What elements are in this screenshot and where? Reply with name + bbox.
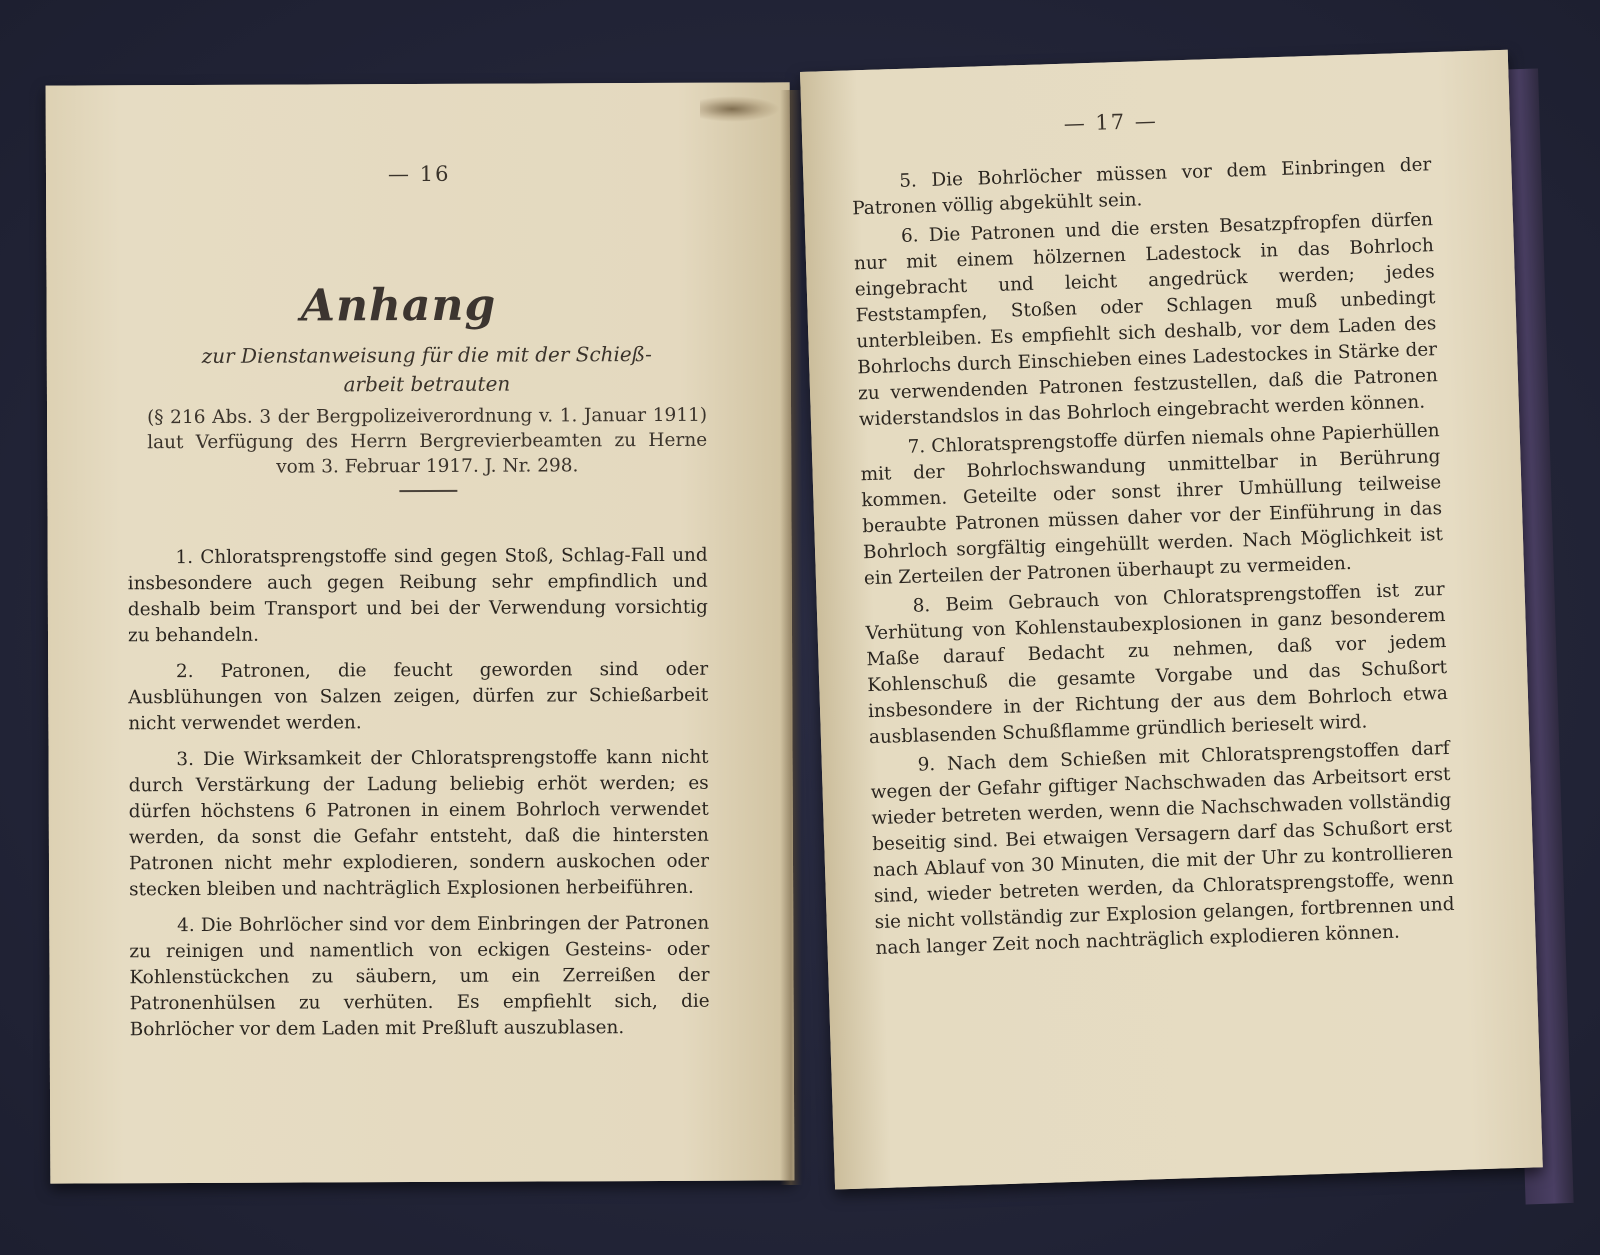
appendix-subtitle	[147, 340, 707, 400]
legal-citation: (§ 216 Abs. 3 der Bergpolizeiverordnung v. 1. Januar 1911) laut Verfügung des Herrn Bergrevierbeamten zu Herne vom 3. Februar 1917. J. Nr. 298.	[147, 404, 708, 478]
subtitle-line: zur Dienstanweisung für die mit der Schieß-	[201, 341, 652, 368]
paragraph-6: 6. Die Patronen und die ersten Besatzpfropfen dürfen nur mit einem hölzernen Ladestock in das Bohrloch eingebracht und leicht angedrück werden; jedes Feststampfen, Stoßen oder Schlagen muß unbedingt unterbleiben. Es empfiehlt sich deshalb, vor dem Laden des Bohrlochs durch Einschieben eines Ladestockes in Stärke der zu verwendenden Patronen festzustellen, daß die Patronen widerstandslos in das Bohrloch eingebracht werden können.	[853, 209, 1439, 431]
paragraph-2: 2. Patronen, die feucht geworden sind oder Ausblühungen von Salzen zeigen, dürfen zur Schießarbeit nicht verwendet werden.	[128, 658, 709, 735]
right-page	[800, 50, 1543, 1190]
paragraph-4: 4. Die Bohrlöcher sind vor dem Einbringen der Patronen zu reinigen und namentlich von eckigen Gesteins- oder Kohlenstückchen zu säubern, um ein Zerreißen der Patronenhülsen zu verhüten. Es empfiehlt sich, die Bohrlöcher vor dem Laden mit Preßluft auszublasen.	[129, 912, 710, 1041]
page-number: — 16	[387, 161, 451, 187]
paragraph-5: 5. Die Bohrlöcher müssen vor dem Einbringen der Patronen völlig abgekühlt sein.	[851, 154, 1432, 220]
appendix-title: Anhang	[300, 279, 497, 332]
right-paragraphs	[851, 152, 1456, 965]
divider	[399, 490, 457, 492]
left-page	[46, 82, 795, 1183]
subtitle-line: arbeit betrauten	[343, 371, 511, 397]
paragraph-8: 8. Beim Gebrauch von Chloratsprengstoffen ist zur Verhütung von Kohlenstaubexplosionen in ganz besonderem Maße darauf Bedacht zu nehmen, daß vor jedem Kohlenschuß die gesamte Vorgabe und das Schußort insbesondere in der Richtung der aus dem Bohrloch etwa ausblasenden Schußflamme gründlich berieselt wird.	[865, 579, 1449, 749]
page-number: — 17 —	[1063, 108, 1159, 136]
book-gutter	[780, 90, 802, 1185]
paragraph-1: 1. Chloratsprengstoffe sind gegen Stoß, Schlag-Fall und insbesondere auch gegen Reibung sehr empfindlich und deshalb beim Transport und bei der Verwendung vorsichtig zu behandeln.	[127, 544, 708, 647]
left-paragraphs	[128, 543, 710, 1054]
ink-stain	[700, 96, 780, 122]
paragraph-9: 9. Nach dem Schießen mit Chloratsprengstoffen darf wegen der Gefahr giftiger Nachschwaden das Arbeitsort erst wieder betreten werden, wenn die Nachschwaden vollständig beseitig sind. Bei etwaigen Versagern darf das Schußort erst nach Ablauf von 30 Minuten, die mit der Uhr zu kontrollieren sind, wieder betreten werden, da Chloratsprengstoffe, wenn sie nicht vollständig zur Explosion gelangen, fortbrennen und nach langer Zeit noch nachträglich explodieren können.	[870, 737, 1455, 960]
paragraph-7: 7. Chloratsprengstoffe dürfen niemals ohne Papierhüllen mit der Bohrlochswandung unmittelbar in Berührung kommen. Geteilte oder sonst ihrer Umhüllung teilweise beraubte Patronen müssen daher vor der Einführung in das Bohrloch sorgfältig eingehüllt werden. Nach Möglichkeit ist ein Zerteilen der Patronen überhaupt zu vermeiden.	[860, 420, 1444, 590]
paragraph-3: 3. Die Wirksamkeit der Chloratsprengstoffe kann nicht durch Verstärkung der Ladung beliebig erhöt werden; es dürfen höchstens 6 Patronen in einem Bohrloch verwendet werden, da sonst die Gefahr entsteht, daß die hintersten Patronen nicht mehr explodieren, sondern auskochen oder stecken bleiben und nachträglich Explosionen herbeiführen.	[128, 746, 710, 901]
